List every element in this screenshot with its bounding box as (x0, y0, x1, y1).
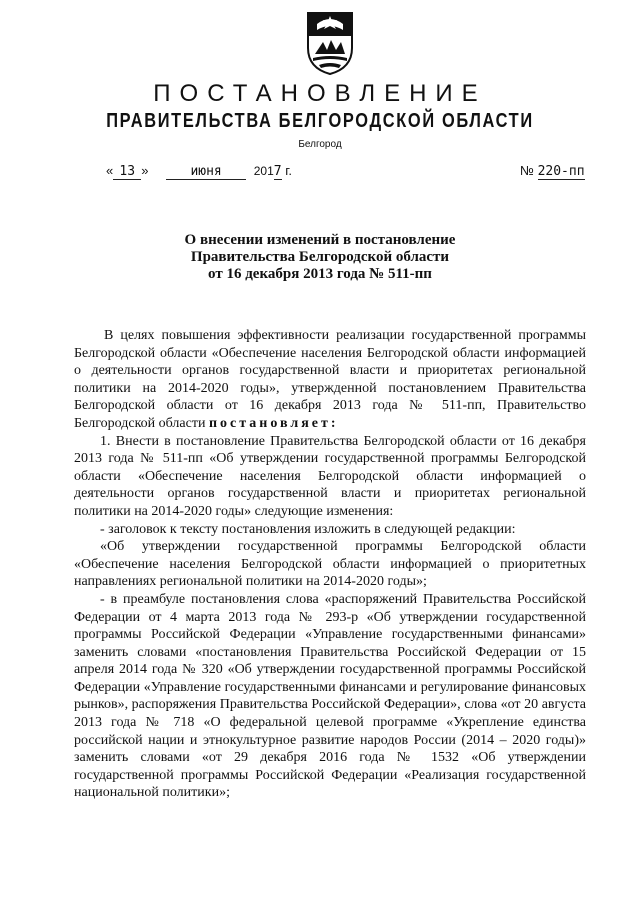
body-paragraph-1 (74, 327, 586, 433)
body-paragraph-5: - в преамбуле постановления слова «распоряжений Правительства Российской Федерации от 4 марта 2013 года № 293-р «Об утверждении государственной программы Российской Федерации «Управление государственными финансами» заменить словами «постановления Правительства Российской Федерации от 15 апреля 2014 года № 320 «Об утверждении государственной программы Российской Федерации «Управление государственными финансами и регулирование финансовых рынков», распоряжения Правительства Российской Федерации», слова «от 20 августа 2013 года № 718 «О федеральной целевой программе «Укрепление единства российской нации и этнокультурное развитие народов России (2014 – 2020 годы)» заменить словами «от 29 декабря 2016 года № 1532 «Об утверждении государственной программы Российской Федерации «Реализация государственной национальной политики»; (74, 591, 586, 801)
body-paragraph-4: «Об утверждении государственной программы Белгородской области «Обеспечение населения Белгородской области информацией о приоритетных направлениях региональной политики на 2014-2020 годы»; (74, 539, 586, 590)
date-day: 13 (113, 164, 141, 180)
number-label: № (520, 163, 534, 178)
body-paragraph-3: - заголовок к тексту постановления изложить в следующей редакции: (100, 521, 516, 537)
issuing-authority: ПРАВИТЕЛЬСТВА БЕЛГОРОДСКОЙ ОБЛАСТИ (106, 110, 534, 132)
city-name: Белгород (298, 139, 342, 150)
date-quote-open: « (106, 163, 114, 178)
date-year-suffix: г. (285, 163, 292, 178)
document-body (74, 327, 586, 802)
document-date (106, 163, 292, 180)
paragraph-1-text: В целях повышения эффективности реализации государственной программы Белгородской области «Обеспечение населения Белгородской области информацией о деятельности органов государственной власти и приоритетах региональной политики на 2014-2020 годы», утвержденной постановлением Правительства Белгородской области от 16 декабря 2013 года № 511-пп, Правительство Белгородской области (74, 328, 586, 431)
body-paragraph-2: 1. Внести в постановление Правительства Белгородской области от 16 декабря 2013 года № 511-пп «Об утверждении государственной программы Белгородской области «Обеспечение населения Белгородской области информацией о деятельности органов государственной власти и приоритетах региональной политики на 2014-2020 годы» следующие изменения: (74, 433, 586, 519)
coat-of-arms-icon (305, 10, 355, 76)
date-month: июня (166, 164, 246, 180)
document-number (520, 163, 585, 179)
subject-line-1: О внесении изменений в постановление (184, 232, 456, 248)
date-year-prefix: 201 (253, 164, 274, 178)
subject-line-3: от 16 декабря 2013 года № 511-пп (208, 266, 432, 282)
date-quote-close: » (141, 163, 149, 178)
document-type-title: ПОСТАНОВЛЕНИЕ (153, 80, 487, 107)
resolves-keyword: постановляет: (208, 415, 339, 431)
document-subject (0, 232, 640, 283)
subject-line-2: Правительства Белгородской области (190, 249, 450, 265)
date-year-digit: 7 (273, 164, 282, 179)
number-value: 220-пп (537, 164, 585, 179)
